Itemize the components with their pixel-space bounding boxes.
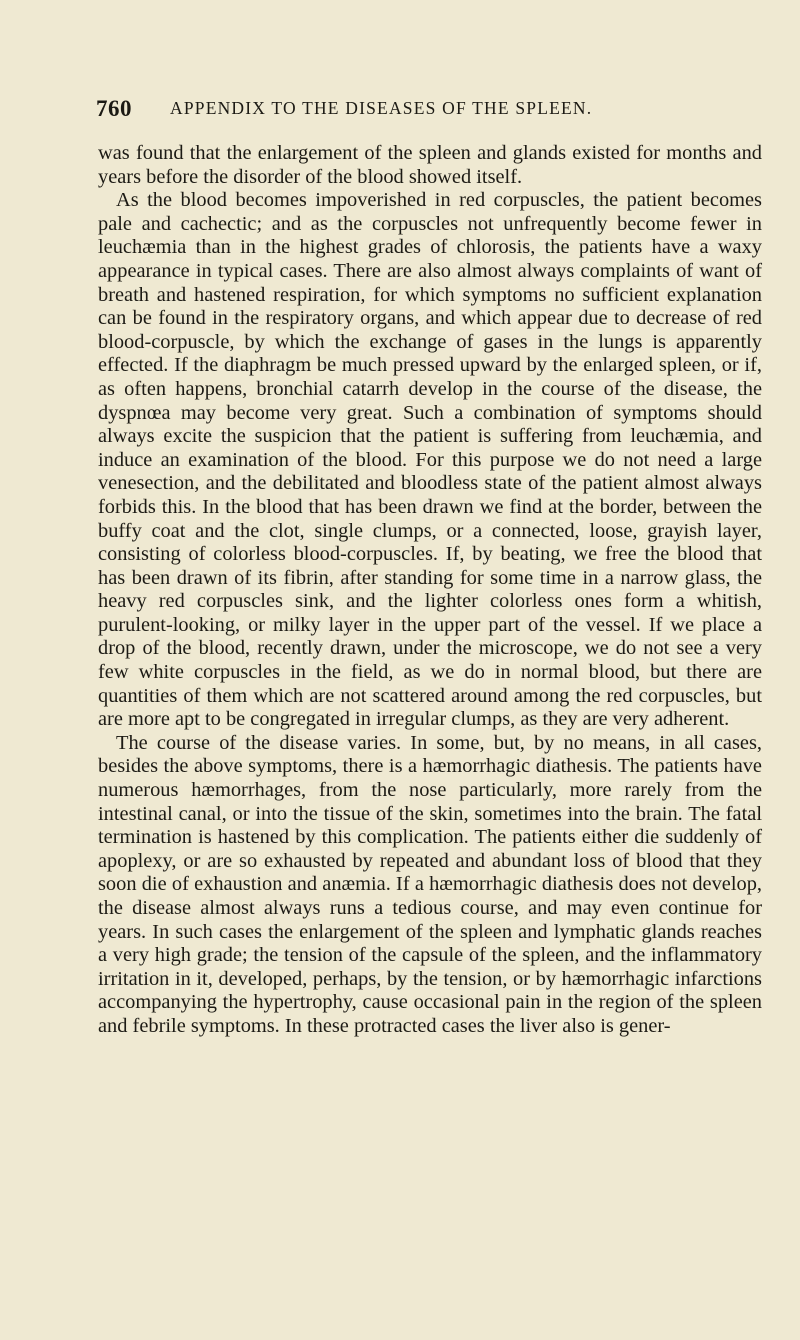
running-head xyxy=(96,96,740,124)
page-number: 760 xyxy=(96,96,132,121)
running-title: APPENDIX TO THE DISEASES OF THE SPLEEN. xyxy=(170,98,593,118)
paragraph-blood-impoverishment: As the blood becomes impoverished in red corpuscles, the patient becomes pale and cachectic; and as the corpuscles not unfrequently become fewer in leuchæmia than in the highest grades of chlorosis, the patients have a waxy appearance in typical cases. There are also almost always complaints of want of breath and hastened respiration, for which symptoms no sufficient explanation can be found in the respiratory organs, and which appear due to decrease of red blood-corpuscle, by which the exchange of gases in the lungs is apparently effected. If the diaphragm be much pressed upward by the enlarged spleen, or if, as often happens, bronchial catarrh develop in the course of the disease, the dyspnœa may become very great. Such a combination of symptoms should always excite the suspicion that the patient is suffering from leuchæmia, and induce an examination of the blood. For this purpose we do not need a large venesection, and the debilitated and bloodless state of the patient almost always forbids this. In the blood that has been drawn we find at the border, between the buffy coat and the clot, single clumps, or a connected, loose, grayish layer, consisting of colorless blood-corpuscles. If, by beating, we free the blood that has been drawn of its fibrin, after standing for some time in a narrow glass, the heavy red corpuscles sink, and the lighter colorless ones form a whitish, purulent-looking, or milky layer in the upper part of the vessel. If we place a drop of the blood, recently drawn, under the microscope, we do not see a very few white corpuscles in the field, as we do in normal blood, but there are quantities of them which are not scattered around among the red corpuscles, but are more apt to be congregated in irregular clumps, as they are very adherent. xyxy=(98,189,762,731)
paragraph-disease-course: The course of the disease varies. In some, but, by no means, in all cases, besides the above symptoms, there is a hæmorrhagic diathesis. The patients have numerous hæmorrhages, from the nose particularly, more rarely from the intestinal canal, or into the tissue of the skin, sometimes into the brain. The fatal termination is hastened by this complication. The patients either die suddenly of apoplexy, or are so exhausted by repeated and abundant loss of blood that they soon die of exhaustion and anæmia. If a hæmorrhagic diathesis does not develop, the disease almost always runs a tedious course, and may even continue for years. In such cases the enlargement of the spleen and lymphatic glands reaches a very high grade; the tension of the capsule of the spleen, and the inflammatory irritation in it, developed, perhaps, by the tension, or by hæmorrhagic infarctions accompanying the hypertrophy, cause occasional pain in the region of the spleen and febrile symptoms. In these protracted cases the liver also is gener- xyxy=(98,731,762,1037)
body-text xyxy=(98,142,762,1039)
paragraph-continuation: was found that the enlargement of the spleen and glands existed for months and years before the disorder of the blood showed itself. xyxy=(98,142,762,188)
